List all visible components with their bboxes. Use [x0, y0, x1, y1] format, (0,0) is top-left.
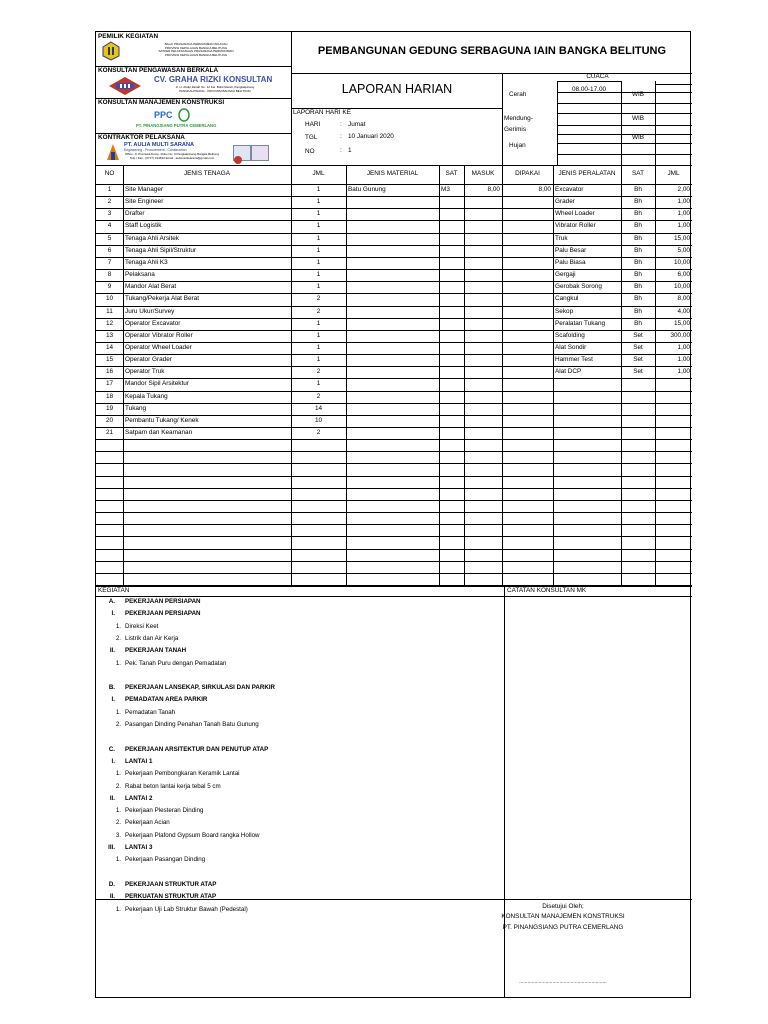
tenaga-no: 10: [105, 295, 114, 303]
tenaga-jml: 2: [316, 307, 321, 315]
column-header-sat2: SAT: [632, 170, 644, 177]
material-dipakai: 8,00: [538, 186, 551, 193]
tenaga-name: Pelaksana: [125, 271, 155, 279]
tenaga-name: Tenaga Ahli Arsitek: [125, 234, 179, 242]
tenaga-no: 3: [107, 210, 112, 218]
tenaga-no: 9: [107, 283, 112, 291]
tenaga-name: Mandor Sipil Arsitektur: [125, 380, 189, 388]
table-row-line: [96, 257, 692, 258]
hari-value: Jumat: [348, 121, 366, 128]
tenaga-name: Tukang/Pekerja Alat Berat: [125, 295, 200, 303]
peralatan-sat: Set: [633, 368, 643, 376]
column-header-jenis-peralatan: JENIS PERALATAN: [558, 170, 616, 177]
tenaga-jml: 1: [316, 331, 321, 339]
daily-report-sheet: PEMILIK KEGIATAN BALAI PRASARANA PERMUKIMAN WILAYAH PROVINSI KEPULAUAN BANGKA BELITUNG SATKER PELAKSANAAN PRASARANA PERMUKIMAN PROVINSI KEPULAUAN BANGKA BELITUNG KONSULTAN PENGAWASAN BERKALA CV. GRAHA RIZKI KONSULTAN Jl. H. Abdul Zairah No. 12 Kel. Bukit Merah, Pangkalpinang PANGKALPINANG - PROVINSI BANGKA BELITUNG KONSULTAN MANAJEMEN KONSTRUKSI PPC PT. PINANGSIANG PUTRA CEMERLANG KONTRAKTOR PELAKSANA PT. AULIA MULTI SARANA Engineering - Procurement - Construction Office: Jl. Pramuka Komp. Ruko No. 3 Pangkalpinang Bangka Belitung Telp / Fax : (0717) 434533 Email : auliamultisarana@gmail.com PEMBANGUNAN GEDUNG SERBAGUNA IAIN BANGKA BELITUNG LAPORAN HARIAN LAPORAN HARI KE HARI : Jumat TGL : 10 Januari 2020 NO : 1 CUACA Cerah 08.00-17.00 WIB Mendung- Gerimis WIB Hujan WIB NO JENIS TENAGA JML JENIS MATERIAL SAT MASUK DIPAKAI JENIS PERALATAN SAT JML 1 Site Manager 1 2 Site Engineer 1 3 Drafter 1 4 Staff Logistik 1 5 Tenaga Ahli Arsitek 1 6 Tenaga Ahli Sipil/Struktur 1 7 Tenaga Ahli K3 1 8 Pelaksana 1 9 Mandor Alat Berat 1 10 Tukang/Pekerja Alat Berat 2 11 Juru Ukur/Survey 2 12 Operator Excavator 1 13 Operator Vibrator Roller 1 14 Operator Wheel Loader 1 15 Operator Grader 1 16 Operator Truk 2 17 Mandor Sipil Arsitektur 1 18 Kepala Tukang 2 19 Tukang 14 20 Pembantu Tukang/ Kenek 10 21 Satpam dan Keamanan 2 Batu Gunung M3 8,00 8,00 Excavator Bh 2,00 Grader Bh 1,00 Wheel Loader Bh 1,00 Vibrator Roller Bh 1,00 Truk Bh 15,00 Palu Besar Bh 5,00 Palu Biasa Bh 10,00 Gergaji Bh 6,00 Gerobak Sorong Bh 10,00 Cangkul Bh 8,00 Sekop Bh 4,00 Peralatan Tukang Bh 15,00 Scafolding Set 300,00 Alat Sondir Set 1,00 Hammer Test Set 1,00 Alat DCP Set 1,00 KEGIATAN CATATAN KONSULTAN MK A. PEKERJAAN PERSIAPAN I. PEKERJAAN PERSIAPAN 1. Direksi Keet 2. Listrik dan Air Kerja II. PEKERJAAN TANAH 1. Pek. Tanah Puru dengan Pemadatan B. PEKERJAAN LANSEKAP, SIRKULASI DAN PARKIR I. PEMADATAN AREA PARKIR 1. Pemadatan Tanah 2. Pasangan Dinding Penahan Tanah Batu Gunung C. PEKERJAAN ARSITEKTUR DAN PENUTUP ATAP I. LANTAI 1 1. Pekerjaan Pembongkaran Keramik Lantai 2. Rabat beton lantai kerja tebal 5 cm II. LANTAI 2 1. Pekerjaan Plesteran Dinding 2. Pekerjaan Acian 3. Pekerjaan Plafond Gypsum Board rangka Hollow III. LANTAI 3 1. Pekerjaan Pasangan Dinding D. PEKERJAAN STRUKTUR ATAP II. PERKUATAN STRUKTUR ATAP 1. Pekerjaan Uji Lab Struktur Bawah (Pedestal) Disetujui Oleh; KONSULTAN MANAJEMEN KONSTRUKSI PT. PINANGSIANG PUTRA CEMERLANG ...............................................................: [95, 31, 691, 998]
peralatan-jml: 300,00: [670, 331, 690, 339]
peralatan-jml: 4,00: [677, 307, 690, 315]
peralatan-name: Truk: [555, 234, 568, 242]
kegiatan-mark: II.: [109, 647, 115, 655]
table-row-line: [96, 476, 692, 477]
material-masuk: 8,00: [487, 186, 500, 193]
column-header-dipakai: DIPAKAI: [515, 170, 540, 177]
kegiatan-heading: PEKERJAAN PERSIAPAN: [125, 610, 201, 618]
tenaga-name: Kepala Tukang: [125, 392, 168, 400]
kontraktor-address: Office: Jl. Pramuka Komp. Ruko No. 3 Pangkalpinang Bangka Belitung Telp / Fax : (0717) 434533 Email : auliamultisarana@gmail.com: [125, 152, 219, 160]
peralatan-name: Peralatan Tukang: [555, 319, 606, 327]
kegiatan-mark: I.: [111, 757, 115, 765]
tenaga-jml: 1: [316, 343, 321, 351]
tenaga-jml: 1: [316, 246, 321, 254]
kegiatan-item: Pasangan Dinding Penahan Tanah Batu Gunung: [125, 721, 259, 728]
kegiatan-mark: B.: [108, 684, 115, 692]
tenaga-jml: 1: [316, 234, 321, 242]
kegiatan-mark: 1.: [115, 659, 121, 667]
tenaga-no: 17: [105, 380, 114, 388]
peralatan-jml: 2,00: [677, 186, 690, 193]
peralatan-sat: Bh: [634, 283, 642, 291]
peralatan-jml: 8,00: [677, 295, 690, 303]
peralatan-jml: 5,00: [677, 246, 690, 254]
tenaga-no: 16: [105, 368, 114, 376]
graha-logo: [108, 76, 142, 96]
peralatan-sat: Set: [633, 343, 643, 351]
kegiatan-mark: C.: [108, 745, 115, 753]
mk-label: KONSULTAN MANAJEMEN KONSTRUKSI: [98, 99, 225, 106]
kegiatan-heading: PEKERJAAN ARSITEKTUR DAN PENUTUP ATAP: [125, 745, 269, 753]
column-header-jml: JML: [312, 170, 325, 177]
table-column-divider: [464, 165, 465, 585]
table-row-line: [96, 488, 692, 489]
kegiatan-label: KEGIATAN: [98, 587, 130, 594]
peralatan-jml: 1,00: [677, 198, 690, 206]
kegiatan-item: Pekerjaan Pasangan Dinding: [125, 856, 206, 864]
kegiatan-mark: 1.: [115, 622, 121, 630]
cuaca-cerah-unit: WIB: [631, 91, 645, 98]
approval-company: PT. PINANGSIANG PUTRA CEMERLANG: [502, 924, 624, 931]
peralatan-name: Gergaji: [555, 271, 576, 279]
table-row-line: [96, 451, 692, 452]
table-row-line: [96, 500, 692, 501]
no-value: 1: [348, 147, 352, 154]
peralatan-sat: Bh: [634, 198, 642, 206]
peralatan-sat: Bh: [634, 258, 642, 266]
tenaga-name: Satpam dan Keamanan: [125, 429, 193, 436]
peralatan-sat: Bh: [634, 210, 642, 218]
tenaga-no: 11: [106, 307, 113, 315]
no-label: NO: [305, 148, 315, 155]
tenaga-name: Operator Grader: [125, 356, 172, 364]
cuaca-mendung-unit: WIB: [631, 115, 645, 122]
tenaga-jml: 14: [314, 404, 323, 412]
kegiatan-mark: 2.: [115, 721, 121, 728]
table-row-line: [96, 549, 692, 550]
tenaga-name: Operator Wheel Loader: [125, 343, 192, 351]
pemilik-address: BALAI PRASARANA PERMUKIMAN WILAYAH PROVINSI KEPULAUAN BANGKA BELITUNG SATKER PELAKSANAAN PRASARANA PERMUKIMAN PROVINSI KEPULAUAN BANGKA BELITUNG: [158, 42, 234, 57]
kontraktor-name: PT. AULIA MULTI SARANA: [124, 142, 195, 148]
pengawasan-label: KONSULTAN PENGAWASAN BERKALA: [98, 67, 219, 74]
kegiatan-heading: LANTAI 2: [125, 794, 153, 802]
peralatan-sat: Bh: [634, 271, 642, 279]
peralatan-name: Gerobak Sorong: [555, 283, 602, 291]
kegiatan-heading: LANTAI 3: [125, 844, 153, 851]
cuaca-mendung: Mendung- Gerimis: [504, 115, 533, 133]
tenaga-name: Drafter: [125, 210, 145, 218]
table-row-line: [96, 245, 692, 246]
table-row-line: [96, 354, 692, 355]
tenaga-jml: 2: [316, 392, 321, 400]
peralatan-jml: 10,00: [674, 258, 690, 266]
tenaga-jml: 1: [316, 271, 321, 279]
column-header-no: NO: [104, 170, 115, 177]
approval-org: KONSULTAN MANAJEMEN KONSTRUKSI: [501, 913, 625, 920]
tenaga-jml: 1: [316, 210, 321, 218]
peralatan-sat: Set: [633, 356, 643, 364]
tenaga-no: 6: [107, 246, 112, 254]
column-header-sat: SAT: [445, 170, 458, 177]
peralatan-jml: 1,00: [677, 356, 690, 364]
table-row-line: [96, 281, 692, 282]
column-header-jml2: JML: [667, 170, 680, 177]
svg-text:PPC: PPC: [154, 110, 173, 120]
tenaga-jml: 1: [316, 186, 321, 193]
kegiatan-mark: 2.: [115, 782, 121, 790]
tenaga-jml: 1: [316, 356, 321, 364]
kegiatan-mark: 2.: [115, 634, 121, 642]
table-row-line: [96, 524, 692, 525]
table-column-divider: [346, 165, 347, 585]
table-row-line: [96, 208, 692, 209]
peralatan-sat: Bh: [634, 234, 642, 242]
kegiatan-mark: 1.: [115, 807, 121, 815]
kegiatan-heading: PEKERJAAN LANSEKAP, SIRKULASI DAN PARKIR: [125, 684, 276, 692]
kegiatan-heading: PEMADATAN AREA PARKIR: [125, 696, 208, 704]
kegiatan-item: Direksi Keet: [125, 622, 159, 630]
kegiatan-item: Pekerjaan Uji Lab Struktur Bawah (Pedestal): [125, 905, 248, 913]
tenaga-name: Tenaga Ahli Sipil/Struktur: [125, 246, 197, 254]
kegiatan-heading: PEKERJAAN STRUKTUR ATAP: [125, 880, 217, 888]
pengawasan-address: Jl. H. Abdul Zairah No. 12 Kel. Bukit Merah, Pangkalpinang PANGKALPINANG - PROVINSI BANGKA BELITUNG: [175, 85, 255, 93]
cuaca-hujan: Hujan: [509, 142, 526, 149]
table-row-line: [96, 233, 692, 234]
pu-logo: [102, 41, 120, 61]
tenaga-name: Site Manager: [125, 186, 164, 193]
peralatan-jml: 1,00: [677, 368, 690, 376]
tenaga-jml: 1: [316, 198, 321, 206]
table-row-line: [96, 342, 692, 343]
mk-company-name: PT. PINANGSIANG PUTRA CEMERLANG: [136, 123, 217, 128]
cert-badge-2-icon: [251, 145, 269, 161]
cuaca-hujan-unit: WIB: [631, 134, 645, 141]
table-row-line: [96, 330, 692, 331]
kegiatan-item: Pemadatan Tanah: [125, 708, 176, 716]
kegiatan-heading: PEKERJAAN TANAH: [125, 647, 187, 655]
peralatan-name: Excavator: [555, 186, 584, 193]
table-row-line: [96, 318, 692, 319]
tenaga-jml: 10: [314, 416, 323, 424]
peralatan-sat: Bh: [634, 186, 642, 193]
signature-line: ...............................................................: [519, 979, 607, 985]
kegiatan-mark: III.: [108, 844, 115, 851]
tenaga-no: 2: [107, 198, 112, 206]
peralatan-jml: 1,00: [677, 343, 690, 351]
column-header-jenis-material: JENIS MATERIAL: [366, 170, 419, 177]
kegiatan-mark: 1.: [115, 708, 121, 716]
kontraktor-label: KONTRAKTOR PELAKSANA: [98, 134, 185, 141]
table-row-line: [96, 403, 692, 404]
tenaga-name: Tukang: [125, 404, 147, 412]
tenaga-no: 15: [105, 356, 114, 364]
tenaga-no: 12: [105, 319, 114, 327]
peralatan-name: Vibrator Roller: [555, 222, 596, 230]
peralatan-sat: Bh: [634, 246, 642, 254]
peralatan-name: Alat Sondir: [555, 343, 587, 351]
table-row-line: [96, 427, 692, 428]
peralatan-sat: Bh: [634, 222, 642, 230]
kegiatan-item: Pekerjaan Acian: [125, 819, 170, 827]
kegiatan-mark: A.: [108, 598, 115, 605]
tenaga-name: Staff Logistik: [125, 222, 162, 230]
tenaga-no: 8: [107, 271, 112, 279]
peralatan-jml: 15,00: [674, 319, 690, 327]
tenaga-name: Operator Vibrator Roller: [125, 331, 193, 339]
cuaca-cerah: Cerah: [509, 91, 527, 98]
material-name: Batu Gunung: [348, 186, 386, 193]
tenaga-no: 14: [105, 343, 114, 351]
pengawasan-name: CV. GRAHA RIZKI KONSULTAN: [154, 75, 273, 84]
tenaga-name: Juru Ukur/Survey: [125, 307, 175, 315]
hari-label: HARI: [305, 121, 321, 128]
laporan-hari-ke-label: LAPORAN HARI KE: [293, 109, 351, 116]
kegiatan-item: Pekerjaan Pembongkaran Keramik Lantai: [125, 770, 240, 778]
ppc-logo: [154, 108, 190, 122]
tenaga-jml: 1: [316, 222, 321, 230]
peralatan-name: Alat DCP: [555, 368, 582, 376]
table-row-line: [96, 220, 692, 221]
kegiatan-mark: 3.: [115, 831, 121, 839]
tenaga-no: 5: [107, 234, 112, 242]
kegiatan-mark: I.: [111, 610, 115, 618]
table-row-line: [96, 463, 692, 464]
kegiatan-mark: 2.: [115, 819, 121, 827]
table-row-line: [96, 306, 692, 307]
tenaga-name: Mandor Alat Berat: [125, 283, 177, 291]
kegiatan-item: Rabat beton lantai kerja tebal 5 cm: [125, 782, 221, 790]
tenaga-name: Tenaga Ahli K3: [125, 258, 168, 266]
kegiatan-mark: I.: [111, 696, 115, 704]
table-row-line: [96, 536, 692, 537]
table-row-line: [96, 378, 692, 379]
peralatan-sat: Bh: [634, 295, 642, 303]
peralatan-jml: 6,00: [677, 271, 690, 279]
table-row-line: [96, 573, 692, 574]
peralatan-name: Grader: [555, 198, 575, 206]
column-header-jenis-tenaga: JENIS TENAGA: [183, 170, 231, 177]
report-title: LAPORAN HARIAN: [341, 82, 453, 96]
tenaga-jml: 1: [316, 319, 321, 327]
table-column-divider: [439, 165, 440, 585]
tenaga-jml: 1: [316, 258, 321, 266]
table-row-line: [96, 561, 692, 562]
kegiatan-mark: 1.: [115, 770, 121, 778]
peralatan-name: Palu Biasa: [555, 258, 586, 266]
column-header-masuk: MASUK: [471, 170, 495, 177]
tenaga-no: 13: [105, 331, 114, 339]
tenaga-name: Site Engineer: [125, 198, 164, 206]
tenaga-no: 19: [105, 404, 114, 412]
approval-disetujui: Disetujui Oleh;: [542, 903, 584, 910]
tenaga-no: 7: [107, 258, 112, 266]
catatan-konsultan-label: CATATAN KONSULTAN MK: [507, 587, 587, 594]
kegiatan-heading: PEKERJAAN PERSIAPAN: [125, 598, 201, 605]
peralatan-jml: 1,00: [677, 222, 690, 230]
tenaga-name: Operator Excavator: [125, 319, 181, 327]
kegiatan-item: Pek. Tanah Puru dengan Pemadatan: [125, 659, 227, 667]
tgl-label: TGL: [305, 134, 318, 141]
cuaca-cerah-time: 08.00-17.00: [571, 86, 607, 93]
kegiatan-item: Pekerjaan Plesteran Dinding: [125, 807, 204, 815]
kegiatan-mark: 1.: [115, 856, 121, 864]
peralatan-sat: Bh: [634, 307, 642, 315]
table-row-line: [96, 439, 692, 440]
table-row-line: [96, 415, 692, 416]
peralatan-name: Wheel Loader: [555, 210, 595, 218]
kegiatan-heading: LANTAI 1: [125, 757, 153, 765]
kegiatan-mark: II.: [109, 794, 115, 802]
peralatan-sat: Bh: [634, 319, 642, 327]
tenaga-no: 4: [107, 222, 112, 230]
table-column-divider: [123, 165, 124, 585]
kegiatan-heading: PERKUATAN STRUKTUR ATAP: [125, 893, 217, 901]
cert-seal-icon: [234, 156, 242, 164]
table-row-line: [96, 366, 692, 367]
kegiatan-item: Listrik dan Air Kerja: [125, 634, 179, 642]
tenaga-no: 1: [107, 186, 112, 193]
peralatan-jml: 1,00: [677, 210, 690, 218]
peralatan-jml: 15,00: [674, 234, 690, 242]
table-row-line: [96, 391, 692, 392]
table-column-divider: [502, 165, 503, 585]
peralatan-name: Sekop: [555, 307, 574, 315]
peralatan-name: Cangkul: [555, 295, 579, 303]
table-row-line: [96, 196, 692, 197]
tenaga-no: 18: [105, 392, 114, 400]
peralatan-name: Palu Besar: [555, 246, 587, 254]
tenaga-no: 20: [105, 416, 114, 424]
kegiatan-mark: D.: [108, 880, 115, 888]
table-column-divider: [553, 165, 554, 585]
peralatan-jml: 10,00: [674, 283, 690, 291]
project-title: PEMBANGUNAN GEDUNG SERBAGUNA IAIN BANGKA BELITUNG: [317, 45, 667, 57]
table-row-line: [96, 512, 692, 513]
tenaga-no: 21: [105, 429, 114, 436]
tenaga-jml: 2: [316, 368, 321, 376]
kontraktor-tagline: Engineering - Procurement - Construction: [124, 148, 187, 152]
tenaga-name: Operator Truk: [125, 368, 165, 376]
kegiatan-mark: 1.: [115, 905, 121, 913]
material-sat: M3: [441, 186, 450, 193]
peralatan-name: Hammer Test: [555, 356, 593, 364]
tenaga-name: Pembantu Tukang/ Kenek: [125, 416, 199, 424]
kegiatan-mark: II.: [109, 893, 115, 901]
tenaga-jml: 2: [316, 429, 321, 436]
tenaga-jml: 1: [316, 380, 321, 388]
cuaca-label: CUACA: [586, 73, 609, 80]
pemilik-label: PEMILIK KEGIATAN: [98, 33, 159, 40]
table-row-line: [96, 269, 692, 270]
table-row-line: [96, 293, 692, 294]
peralatan-name: Scafolding: [555, 331, 585, 339]
tgl-value: 10 Januari 2020: [348, 133, 394, 140]
tenaga-jml: 2: [316, 295, 321, 303]
tenaga-jml: 1: [316, 283, 321, 291]
peralatan-sat: Set: [633, 331, 643, 339]
kegiatan-item: Pekerjaan Plafond Gypsum Board rangka Hollow: [125, 831, 260, 839]
